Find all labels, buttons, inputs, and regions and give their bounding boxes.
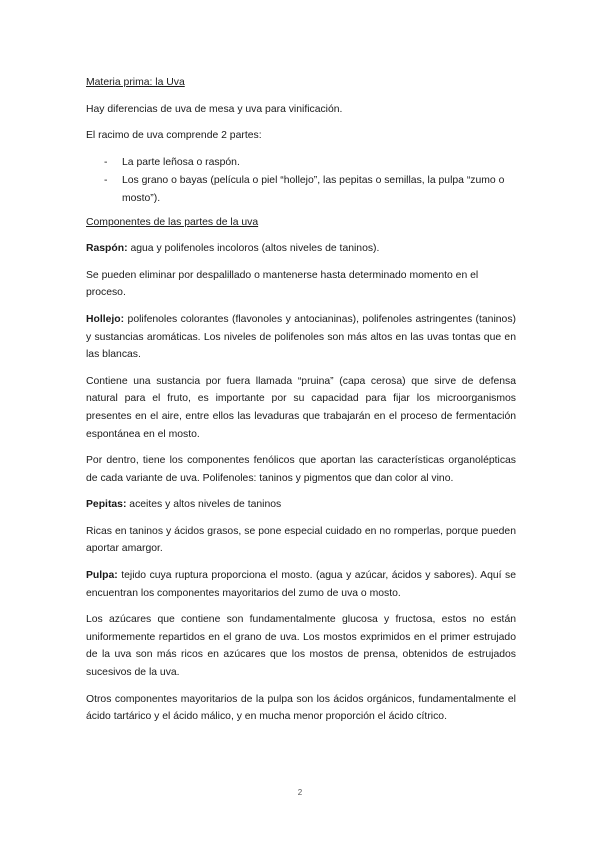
pulpa-term: Pulpa:: [86, 570, 118, 582]
hollejo-interior-paragraph: Por dentro, tiene los componentes fenólicos que aportan las características organolépticas de cada variante de uva. Polifenoles: taninos y pigmentos que dan color al vino.: [86, 455, 516, 484]
hollejo-paragraph: [86, 311, 516, 364]
raspon-text: agua y polifenoles incoloros (altos niveles de taninos).: [127, 243, 380, 255]
raspon-paragraph: [86, 240, 516, 258]
hollejo-term: Hollejo:: [86, 313, 125, 325]
pulpa-sugars-paragraph: Los azúcares que contiene son fundamentalmente glucosa y fructosa, estos no están uniformemente repartidos en el grano de uva. Los mostos exprimidos en el primer estrujado de la uva son más ricos en azúcares que los mostos de prensa, obtenidos de estrujados sucesivos de la uva.: [86, 614, 516, 679]
pulpa-paragraph: [86, 567, 516, 602]
list-item: [86, 172, 516, 207]
list-item-text: La parte leñosa o raspón.: [122, 156, 240, 168]
raspon-term: Raspón:: [86, 243, 128, 255]
raspon-extra-paragraph: Se pueden eliminar por despalillado o mantenerse hasta determinado momento en el proceso.: [86, 269, 479, 299]
document-page: [86, 74, 516, 735]
document-title: Materia prima: la Uva: [86, 77, 185, 88]
list-item: [86, 154, 516, 172]
intro-paragraph-1: Hay diferencias de uva de mesa y uva para vinificación.: [86, 103, 343, 115]
pepitas-extra-paragraph: Ricas en taninos y ácidos grasos, se pone especial cuidado en no romperlas, porque pueden aportar amargor.: [86, 525, 516, 555]
list-dash: -: [104, 156, 108, 168]
hollejo-text: polifenoles colorantes (flavonoles y antocianinas), polifenoles astringentes (taninos) y sustancias aromáticas. Los niveles de polifenoles son más altos en las uvas tontas que en las blancas.: [86, 313, 516, 361]
page-number: 2: [297, 788, 303, 797]
hollejo-pruina-paragraph: Contiene una sustancia por fuera llamada “pruina” (capa cerosa) que sirve de defensa natural para el fruto, es importante por su capacidad para fijar los microorganismos presentes en el aire, entre ellos las levaduras que trabajarán en el proceso de fermentación espontánea en el mosto.: [86, 375, 516, 440]
section-heading: Componentes de las partes de la uva: [86, 216, 259, 228]
pepitas-text: aceites y altos niveles de taninos: [126, 499, 282, 511]
pulpa-text: tejido cuya ruptura proporciona el mosto. (agua y azúcar, ácidos y sabores). Aquí se encuentran los componentes mayoritarios del zumo de uva o mosto.: [86, 570, 516, 599]
list-item-text: Los grano o bayas (película o piel “hollejo”, las pepitas o semillas, la pulpa “zumo o mosto”).: [122, 175, 505, 204]
grape-parts-list: [86, 154, 516, 208]
pulpa-acids-paragraph: Otros componentes mayoritarios de la pulpa son los ácidos orgánicos, fundamentalmente el ácido tartárico y el ácido málico, y en mucha menor proporción el ácido cítrico.: [86, 693, 516, 723]
pepitas-term: Pepitas:: [86, 499, 127, 511]
list-dash: -: [104, 175, 108, 187]
pepitas-paragraph: [86, 496, 516, 514]
intro-paragraph-2: El racimo de uva comprende 2 partes:: [86, 130, 262, 142]
